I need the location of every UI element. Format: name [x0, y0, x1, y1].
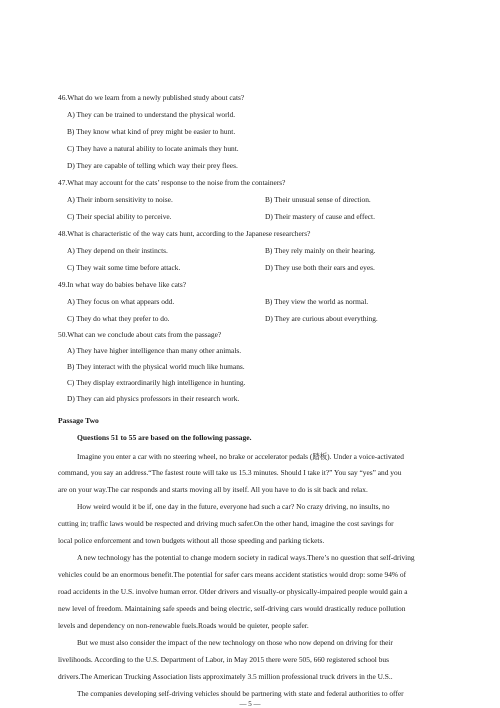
question-48-option-c: C) They wait some time before attack.	[67, 263, 181, 272]
question-47-option-b: B) Their unusual sense of direction.	[265, 195, 371, 204]
passage-line: local police enforcement and town budgets without all those speeding and parking tickets.	[58, 536, 325, 545]
passage-line: vehicles could be an enormous benefit.The potential for safer cars means accident statistics would drop: some 94% of	[58, 570, 407, 579]
question-50-option-a: A) They have higher intelligence than many other animals.	[67, 346, 242, 355]
passage-line: How weird would it be if, one day in the future, everyone had such a car? No crazy driving, no insults, no	[77, 502, 390, 511]
question-48-option-d: D) They use both their ears and eyes.	[265, 263, 375, 272]
passage-line: command, you say an address.“The fastest route will take us 15.3 minutes. Should I take it?” You say “yes” and you	[58, 468, 402, 477]
question-47-option-a: A) Their inborn sensitivity to noise.	[67, 195, 173, 204]
question-48-stem: 48.What is characteristic of the way cats hunt, according to the Japanese researchers?	[58, 229, 311, 238]
passage-title: Passage Two	[58, 416, 99, 425]
question-50-option-c: C) They display extraordinarily high intelligence in hunting.	[67, 378, 246, 387]
passage-line: levels and dependency on non-renewable fuels.Roads would be quieter, people safer.	[58, 621, 309, 630]
question-46-option-c: C) They have a natural ability to locate animals they hunt.	[67, 144, 239, 153]
question-48-option-b: B) They rely mainly on their hearing.	[265, 246, 376, 255]
passage-line: cutting in; traffic laws would be respected and driving much safer.On the other hand, imagine the cost savings for	[58, 519, 394, 528]
question-46-stem: 46.What do we learn from a newly published study about cats?	[58, 93, 245, 102]
question-46-option-b: B) They know what kind of prey might be easier to hunt.	[67, 127, 236, 136]
question-49-option-c: C) They do what they prefer to do.	[67, 314, 170, 323]
question-49-option-b: B) They view the world as normal.	[265, 297, 369, 306]
question-49-option-a: A) They focus on what appears odd.	[67, 297, 175, 306]
passage-line: But we must also consider the impact of the new technology on those who now depend on driving for their	[77, 638, 393, 647]
passage-line: livelihoods. According to the U.S. Department of Labor, in May 2015 there were 505, 660 registered school bus	[58, 655, 389, 664]
passage-line: are on your way.The car responds and starts moving all by itself. All you have to do is sit back and relax.	[58, 485, 368, 494]
question-47-option-d: D) Their mastery of cause and effect.	[265, 212, 375, 221]
passage-line: Imagine you enter a car with no steering wheel, no brake or accelerator pedals (踏板). Under a voice-activated	[77, 452, 404, 461]
question-47-option-c: C) Their special ability to perceive.	[67, 212, 172, 221]
question-49-option-d: D) They are curious about everything.	[265, 314, 378, 323]
page-number: — 5 —	[239, 700, 261, 708]
question-47-stem: 47.What may account for the cats’ response to the noise from the containers?	[58, 178, 286, 187]
question-50-option-d: D) They can aid physics professors in their research work.	[67, 394, 240, 403]
question-49-stem: 49.In what way do babies behave like cats?	[58, 280, 187, 289]
question-46-option-d: D) They are capable of telling which way their prey flees.	[67, 161, 238, 170]
passage-line: new level of freedom. Maintaining safe speeds and being electric, self-driving cars would drastically reduce pollution	[58, 604, 406, 613]
question-50-stem: 50.What can we conclude about cats from the passage?	[58, 330, 222, 339]
passage-line: road accidents in the U.S. involve human error. Older drivers and visually-or physically-impaired people would gain a	[58, 587, 408, 596]
question-46-option-a: A) They can be trained to understand the physical world.	[67, 110, 236, 119]
question-48-option-a: A) They depend on their instincts.	[67, 246, 168, 255]
passage-line: The companies developing self-driving vehicles should be partnering with state and federal authorities to offer	[77, 689, 404, 698]
passage-line: A new technology has the potential to change modern society in radical ways.There’s no question that self-driving	[77, 553, 415, 562]
question-50-option-b: B) They interact with the physical world much like humans.	[67, 362, 245, 371]
passage-line: drivers.The American Trucking Association lists approximately 3.5 million professional truck drivers in the U.S..	[58, 672, 393, 681]
passage-subtitle: Questions 51 to 55 are based on the following passage.	[77, 433, 252, 442]
